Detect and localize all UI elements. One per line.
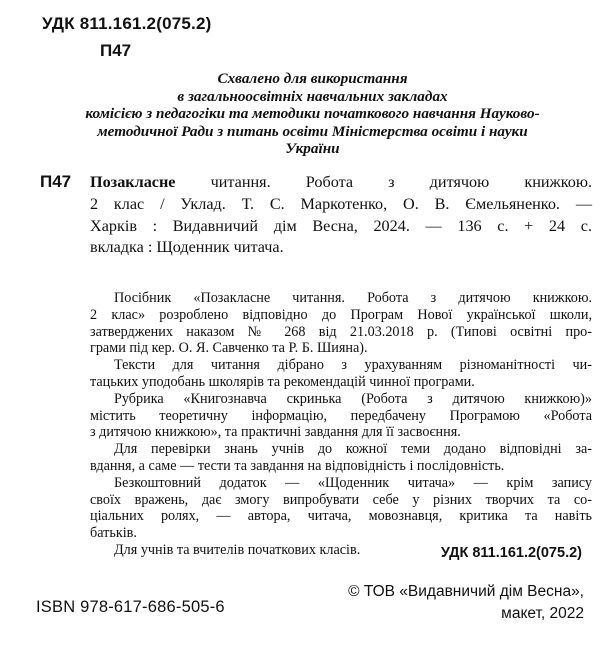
catalog-line-2: 2 клас / Уклад. Т. С. Маркотенко, О. В. Ємельяненко. —: [90, 194, 592, 213]
approval-line: методичної Ради з питань освіти Міністерства освіти і науки: [97, 122, 528, 140]
approval-line: комісією з педагогіки та методики початкового навчання Науково-: [85, 105, 540, 122]
catalog-title-rest: читання. Робота з дитячою книжкою.: [175, 173, 592, 191]
copyright-notice: [348, 581, 584, 625]
annotation-line: своїх вражень, дає змогу випробувати себе у різних творчих та со-: [90, 491, 592, 508]
copyright-line-1: © ТОВ «Видавничий дім Весна»,: [348, 583, 584, 600]
annotation-line: містить теоретичну інформацію, передбачену Програмою «Робота: [90, 407, 592, 424]
copyright-line-2: макет, 2022: [501, 605, 584, 622]
annotation-line: вдання, а саме — тести та завдання на відповідність і послідовність.: [90, 457, 505, 474]
catalog-line-3: Харків : Видавничий дім Весна, 2024. — 136 с. + 24 с.: [90, 216, 592, 235]
catalog-code: П47: [40, 172, 72, 191]
approval-line: України: [285, 140, 340, 157]
catalog-line-1: [90, 172, 592, 194]
annotation-line: ціальних ролях, — автора, читача, мовознавця, критика та навіть: [90, 508, 592, 525]
library-code-top: П47: [100, 41, 132, 60]
approval-notice: [40, 70, 585, 158]
annotation-line: Тексти для читання дібрано з урахуванням різноманітності чи-: [114, 357, 592, 374]
annotation-line: Рубрика «Книгознавча скринька (Робота з дитячою книжкою)»: [114, 390, 592, 407]
catalog-line-4: вкладка : Щоденник читача.: [90, 238, 284, 257]
annotation-line: затверджених наказом № 268 від 21.03.2018 р. (Типові освітні про-: [90, 323, 592, 340]
udc-code-top: УДК 811.161.2(075.2): [42, 14, 212, 33]
annotation-line: батьків.: [90, 525, 137, 542]
udc-code-bottom: УДК 811.161.2(075.2): [440, 545, 582, 561]
catalog-entry: [90, 172, 592, 259]
annotation-line: Для перевірки знань учнів до кожної теми додано відповідні за-: [114, 441, 592, 458]
annotation-line: Для учнів та вчителів початкових класів.: [114, 541, 361, 558]
annotation-line: Безкоштовний додаток — «Щоденник читача» — крім запису: [114, 474, 592, 491]
isbn: ISBN 978-617-686-505-6: [36, 598, 225, 616]
annotation-line: з дитячою книжкою», та практичні завдання для її засвоєння.: [90, 424, 461, 441]
approval-line: Схвалено для використання: [217, 70, 408, 87]
catalog-title-bold: Позакласне: [90, 173, 176, 191]
annotation-line: тацьких уподобань школярів та рекомендацій чинної програми.: [90, 373, 475, 390]
annotation: [90, 290, 592, 559]
annotation-line: 2 клас» розроблено відповідно до Програм Нової української школи,: [90, 306, 592, 323]
annotation-line: грами під кер. О. Я. Савченко та Р. Б. Шияна).: [90, 340, 368, 357]
annotation-line: Посібник «Позакласне читання. Робота з дитячою книжкою.: [114, 290, 592, 306]
approval-line: в загальноосвітніх навчальних закладах: [177, 87, 448, 105]
